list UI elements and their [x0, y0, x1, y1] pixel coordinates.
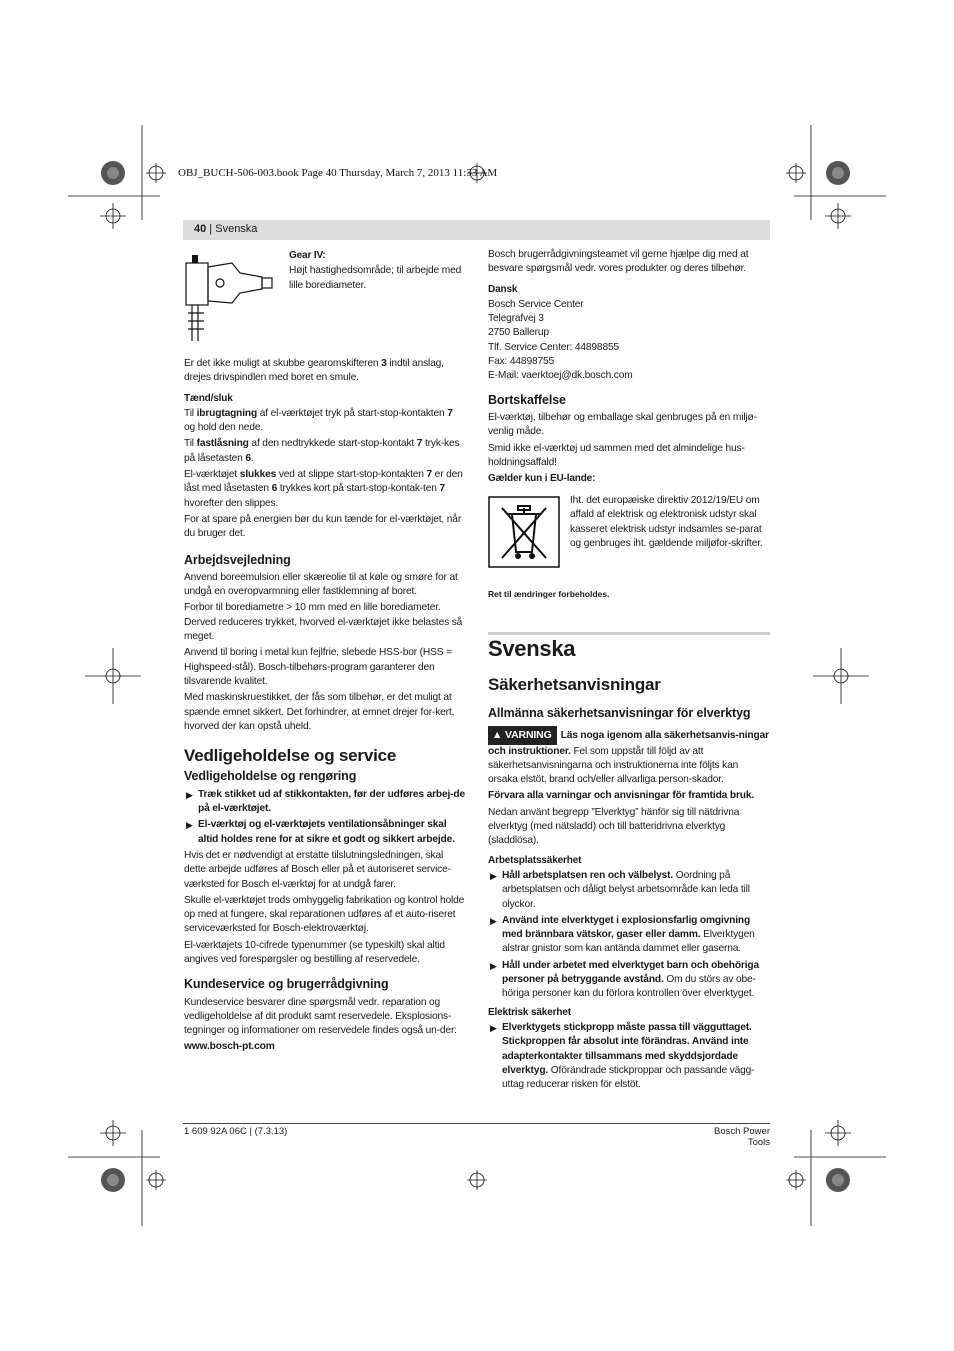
taend-p1: Til ibrugtagning af el-værktøjet tryk på start-stop-kontakten 7 og hold den nede. [184, 407, 453, 434]
page-language: Svenska [215, 223, 258, 235]
bullet-triangle-icon: ▶ [186, 789, 193, 800]
vedl-p2: Skulle el-værktøjet trods omhyggelig fabrikation og kontrol holde op med at fungere, skal reparationen udføres af et auto-riseret serviceværksted for Bosch-elektroværktøj. [184, 894, 465, 935]
bort-p1: El-værktøj, tilbehør og emballage skal genbruges på en miljø-venlig måde. [488, 411, 757, 438]
section-rule [488, 632, 770, 635]
left-column [184, 357, 466, 1057]
bullet-triangle-icon: ▶ [186, 820, 193, 831]
page-number: 40 [194, 223, 207, 235]
taend-p2: Til fastlåsning af den nedtrykkede start-stop-kontakt 7 tryk-kes på låsetasten 6. [184, 438, 460, 464]
taend-heading: Tænd/sluk [184, 392, 233, 404]
arbejd-p4: Med maskinskruestikket, der fås som tilbehør, er det muligt at spænde emnet sikkert. Det forhindrer, at emnet drejer for-kert, hvorved der kan opstå uheld. [184, 692, 455, 732]
vedl-bullet-1: ▶ Træk stikket ud af stikkontakten, før der udføres arbej-de på el-værktøjet. [186, 788, 465, 815]
right-column-bottom [488, 706, 770, 1094]
address-block: Bosch Service Center Telegrafvej 3 2750 Ballerup Tlf. Service Center: 44898855 Fax: 44898755 E-Mail: vaerktoej@dk.bosch.com [488, 298, 770, 384]
eu-text: Iht. det europæiske direktiv 2012/19/EU om affald af elektrisk og elektronisk udstyr skal kasseret elektrisk udstyr indsamles se-parat og genbruges iht. gældende miljøfor-skrifter. [570, 495, 763, 549]
vedl-subheading: Vedligeholdelse og rengøring [184, 769, 357, 784]
arbets-bullet-2: ▶ Använd inte elverktyget i explosionsfarlig omgivning med brännbara vätskor, gaser eller damm. Elverktygen alstrar gnistor som kan antända dammet eller gaserna. [490, 914, 755, 955]
page-header: 40 | Svenska [194, 223, 258, 235]
kunde-url[interactable]: www.bosch-pt.com [184, 1041, 275, 1053]
intro-paragraph: Bosch brugerrådgivningsteamet vil gerne hjælpe dig med at besvare spørgsmål vedr. vores produkter og deres tilbehør. [488, 249, 749, 275]
vedl-heading: Vedligeholdelse og service [184, 746, 397, 766]
gear-text: Højt hastighedsområde; til arbejde med lille borediameter. [289, 265, 462, 291]
print-header: OBJ_BUCH-506-003.book Page 40 Thursday, March 7, 2013 11:33 AM [178, 167, 498, 179]
warning-badge: ▲ VARNING [488, 726, 557, 744]
taend-p3: El-værktøjet slukkes ved at slippe start-stop-kontakten 7 er den låst med låsetasten 6 trykkes kort på start-stop-kontak-ten 7 hvorefter den slippes. [184, 469, 463, 509]
gear-iv-block [289, 249, 464, 293]
email[interactable]: E-Mail: vaerktoej@dk.bosch.com [488, 370, 633, 382]
drill-gear-figure [184, 255, 274, 345]
dansk-heading: Dansk [488, 283, 518, 295]
footer-right: Bosch Power Tools [714, 1126, 770, 1148]
weee-bin-icon [488, 496, 560, 568]
arbejd-heading: Arbejdsvejledning [184, 552, 291, 567]
gear-title: Gear IV: [289, 250, 326, 261]
taend-p4: For at spare på energien bør du kun tænde for el-værktøjet, når du bruger det. [184, 513, 462, 540]
svenska-heading: Svenska [488, 636, 576, 661]
footer-rule [183, 1123, 770, 1124]
arbets-bullet-1: ▶ Håll arbetsplatsen ren och välbelyst. Oordning på arbetsplatsen och dåligt belyst arbetsområde kan leda till olyckor. [490, 869, 750, 910]
saker-heading: Säkerhetsanvisningar [488, 675, 661, 694]
bort-heading: Bortskaffelse [488, 392, 566, 407]
kunde-p1: Kundeservice besvarer dine spørgsmål vedr. reparation og vedligeholdelse af dit produkt samt reservedele. Eksplosions-tegninger og informationer om reservedele findes også un-der: [184, 996, 457, 1037]
vedl-p3: El-værktøjets 10-cifrede typenummer (se typeskilt) skal altid angives ved forespørgsler og bestilling af reservedele. [184, 939, 445, 965]
eu-heading: Gælder kun i EU-lande: [488, 473, 596, 485]
elektrisk-heading: Elektrisk säkerhet [488, 1006, 571, 1018]
arbejd-p2: Forbor til borediametre > 10 mm med en lille borediameter. Derved reduceres trykket, hvorved el-værktøjet ikke belastes så meget. [184, 602, 463, 643]
page-header-band [183, 220, 770, 240]
allm-heading: Allmänna säkerhetsanvisningar för elverktyg [488, 706, 751, 720]
bullet-triangle-icon: ▶ [490, 960, 497, 971]
arbets-heading: Arbetsplatssäkerhet [488, 854, 582, 866]
gear-paragraph: Er det ikke muligt at skubbe gearomskifteren 3 indtil anslag, drejes drivspindlen med boret en smule. [184, 358, 444, 384]
vedl-bullet-2: ▶ El-værktøj og el-værktøjets ventilationsåbninger skal altid holdes rene for at sikre et godt og sikkert arbejde. [186, 819, 455, 845]
bort-p2: Smid ikke el-værktøj ud sammen med det almindelige hus-holdningsaffald! [488, 442, 745, 468]
ret-text: Ret til ændringer forbeholdes. [488, 589, 610, 599]
footer-left: 1 609 92A 06C | (7.3.13) [184, 1126, 288, 1137]
el-bullet-1: ▶ Elverktygets stickpropp måste passa till vägguttaget. Stickproppen får absolut inte förändras. Använd inte adapterkontakter tillsammans med skyddsjordade elverktyg. Oförändrade stickproppar och passande vägg-uttag reducerar risken för elstöt. [490, 1021, 755, 1091]
warning-paragraph: ▲ VARNING Läs noga igenom alla säkerhetsanvis-ningar och instruktioner. Fel som uppstår till följd av att säkerhetsanvisningarna och instruktionerna inte följts kan orsaka elstöt, brand och/eller allvarliga person-skador. [488, 726, 770, 787]
bullet-triangle-icon: ▶ [490, 915, 497, 926]
right-column-top [488, 248, 770, 487]
nedan-text: Nedan använt begrepp ”Elverktyg” hänför sig till nätdrivna elverktyg (med nätsladd) och till batteridrivna elverktyg (sladdlösa). [488, 806, 740, 847]
arbejd-p1: Anvend boreemulsion eller skæreolie til at køle og smøre for at undgå en overopvarmning eller fastklemning af boret. [184, 571, 458, 598]
arbejd-p3: Anvend til boring i metal kun fejlfrie, slebede HSS-bor (HSS = Highspeed-stål). Bosch-tilbehørs-program garanterer den tilsvarende kvalitet. [184, 647, 452, 687]
vedl-p1: Hvis det er nødvendigt at erstatte tilslutningsledningen, skal dette arbejde udføres af Bosch eller på et autoriseret service-værksted for Bosch el-værktøj for at undgå farer. [184, 849, 451, 890]
bullet-triangle-icon: ▶ [490, 1022, 497, 1033]
forvara-text: Förvara alla varningar och anvisningar för framtida bruk. [488, 790, 755, 802]
warning-triangle-icon: ▲ [492, 729, 503, 742]
arbets-bullet-3: ▶ Håll under arbetet med elverktyget barn och obehöriga personer på betryggande avstånd. Om du störs av obe-höriga personer kan du förlora kontrollen över elverktyget. [490, 959, 759, 1000]
kunde-heading: Kundeservice og brugerrådgivning [184, 977, 389, 992]
bullet-triangle-icon: ▶ [490, 870, 497, 881]
